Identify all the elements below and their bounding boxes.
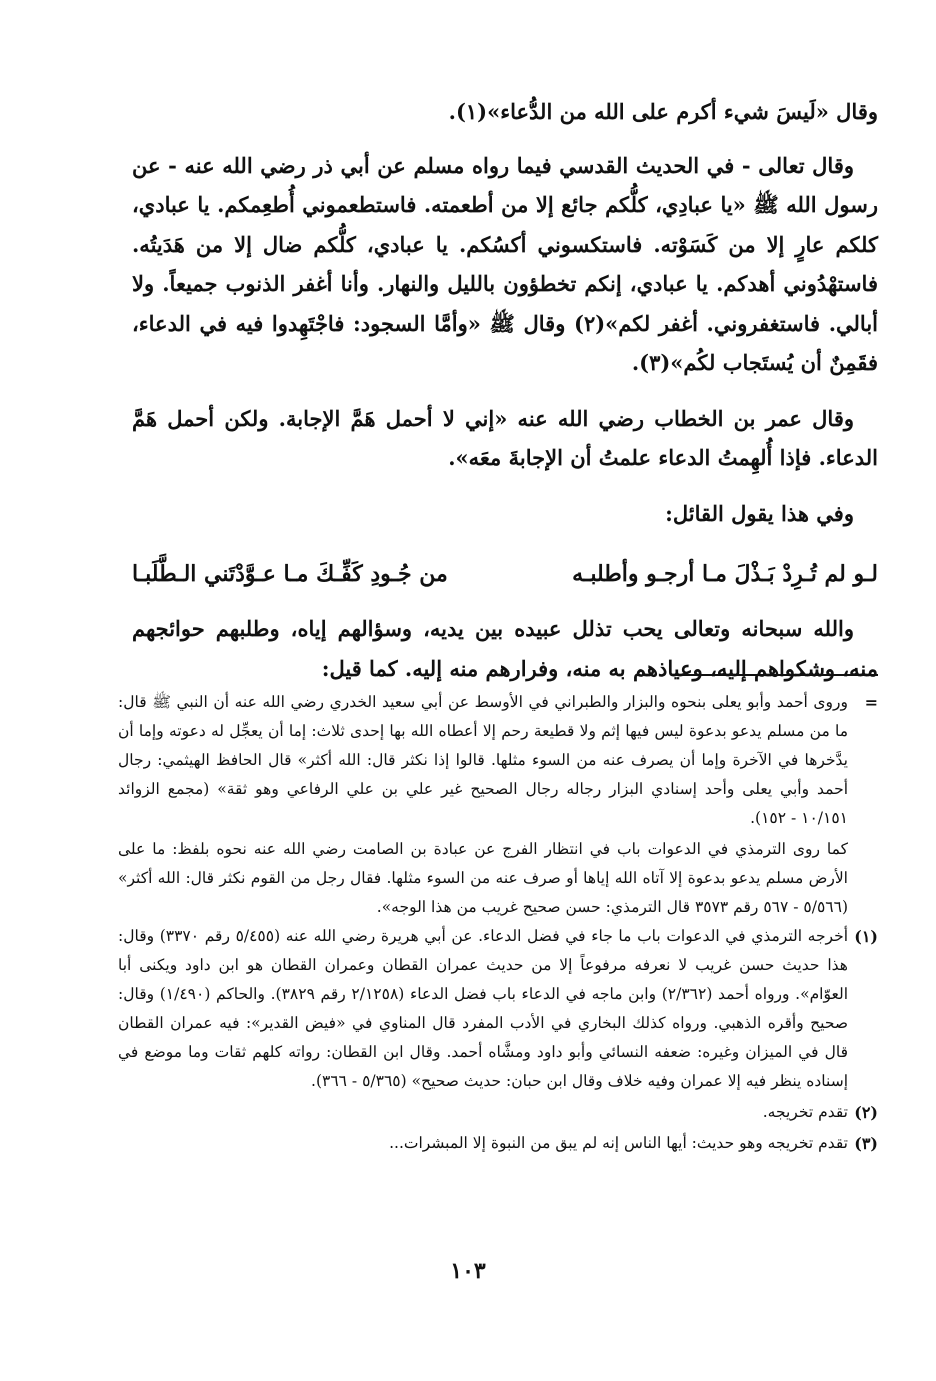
footnote-1 (118, 922, 878, 1096)
page-number: ١٠٣ (450, 1258, 486, 1284)
footnote-continuation (118, 688, 878, 833)
footnote-3-mark: (٣) (854, 1134, 878, 1153)
footnotes (118, 688, 878, 1160)
paragraph-hadith-dua: وقال «لَيسَ شيء أكرم على الله من الدُّعاء»(١). (448, 99, 878, 124)
footnote-1-mark: (١) (854, 927, 878, 946)
paragraph-closing: والله سبحانه وتعالى يحب تذلل عبيده بين يديه، وسؤالهم إياه، وطلبهم حوائجهم منه، وشكواهم إليه، وعياذهم به منه، وفرارهم منه إليه. كما قيل: (132, 616, 878, 681)
verse-first-hemistich: لـو لم تُـرِدْ بَـذْلَ مـا أرجـو وأطلبـه (572, 561, 878, 587)
footnote-2-mark: (٢) (854, 1103, 878, 1122)
footnote-3 (118, 1129, 878, 1158)
footnote-2 (118, 1098, 878, 1127)
main-text (132, 92, 878, 704)
footnote-1-text: أخرجه الترمذي في الدعوات باب ما جاء في فضل الدعاء. عن أبي هريرة رضي الله عنه (٥/٤٥٥ رقم ٣٣٧٠) وقال: هذا حديث حسن غريب لا نعرفه مرفوعاً إلا من حديث عمران القطان وعمران القطان هو ابن داود ويكنى أبا العوّام». ورواه أحمد (٢/٣٦٢) وابن ماجه في الدعاء باب فضل الدعاء (٢/١٢٥٨ رقم ٣٨٢٩). والحاكم (١/٤٩٠) وقال: صحيح وأقره الذهبي. ورواه كذلك البخاري في الأدب المفرد قال المناوي في «فيض القدير»: فيه عمران القطان قال في الميزان وغيره: ضعفه النسائي وأبو داود ومشَّاه أحمد. وقال ابن القطان: رواته كلهم ثقات وما موضع في إسناده ينظر فيه إلا عمران وفيه خلاف وقال ابن حبان: حديث صحيح» (٥/٣٦٥ - ٣٦٦). (118, 927, 849, 1090)
footnote-separator (674, 674, 878, 676)
paragraph-verse-intro: وفي هذا يقول القائل: (665, 500, 854, 526)
poetry-verse (132, 549, 878, 599)
continuation-mark: = (864, 693, 878, 712)
footnote-continuation-text-2: كما روى الترمذي في الدعوات باب في انتظار الفرج عن عبادة بن الصامت رضي الله عنه نحوه بلفظ: ما على الأرض مسلم يدعو بدعوة إلا آتاه الله إياها أو صرف عنه من السوء مثلها. فقال رجل من القوم نكثر قال: الله أكثر» (٥/٥٦٦ - ٥٦٧ رقم ٣٥٧٣ قال الترمذي: حسن صحيح غريب من هذا الوجه». (118, 840, 848, 916)
verse-second-hemistich: من جُـودِ كَفِّـكَ مـا عـوَّدْتَني الـطَّلَبـا (132, 561, 448, 587)
footnote-2-text: تقدم تخريجه. (762, 1103, 848, 1121)
footnote-3-text: تقدم تخريجه وهو حديث: أيها الناس إنه لم يبق من النبوة إلا المبشرات... (389, 1134, 848, 1152)
paragraph-umar-quote: وقال عمر بن الخطاب رضي الله عنه «إني لا أحمل هَمَّ الإجابة. ولكن أحمل هَمَّ الدعاء. فإذا أُلهِمتُ الدعاء علمتُ أن الإجابةَ معَه». (132, 405, 878, 470)
footnote-continuation-text-1: وروى أحمد وأبو يعلى بنحوه والبزار والطبراني في الأوسط عن أبي سعيد الخدري رضي الله عنه أن النبي ﷺ قال: ما من مسلم يدعو بدعوة ليس فيها إثم ولا قطيعة رحم إلا أعطاه الله بها إحدى ثلاث: إما أن يعجِّل له دعوته وإما أن يدَّخرها في الآخرة وإما أن يصرف عنه من السوء مثلها. قالوا إذا نكثر قال: الله أكثر» قال الحافظ الهيثمي: رجال أحمد وأبي يعلى وأحد إسنادي البزار رجاله رجال الصحيح غير علي بن علي الرفاعي وهو ثقة» (مجمع الزوائد ١٠/١٥١ - ١٥٢). (118, 693, 848, 827)
paragraph-hadith-qudsi: وقال تعالى - في الحديث القدسي فيما رواه مسلم عن أبي ذر رضي الله عنه - عن رسول الله ﷺ «يا عبادِي، كلُّكم جائع إلا من أطعمته. فاستطعموني أُطعِمكم. يا عبادي، كلكم عارٍ إلا من كَسَوْته. فاستكسوني أكسُكم. يا عبادي، كلُّكم ضال إلا من هَدَيتُه. فاستهْدُوني أهدكم. يا عبادي، إنكم تخطؤون بالليل والنهار. وأنا أغفر الذنوب جميعاً. ولا أبالي. فاستغفروني. أغفر لكم»(٢) وقال ﷺ «وأمَّا السجود: فاجْتَهِدوا فيه في الدعاء، فقَمِنٌ أن يُستَجاب لكُم»(٣). (132, 152, 878, 375)
